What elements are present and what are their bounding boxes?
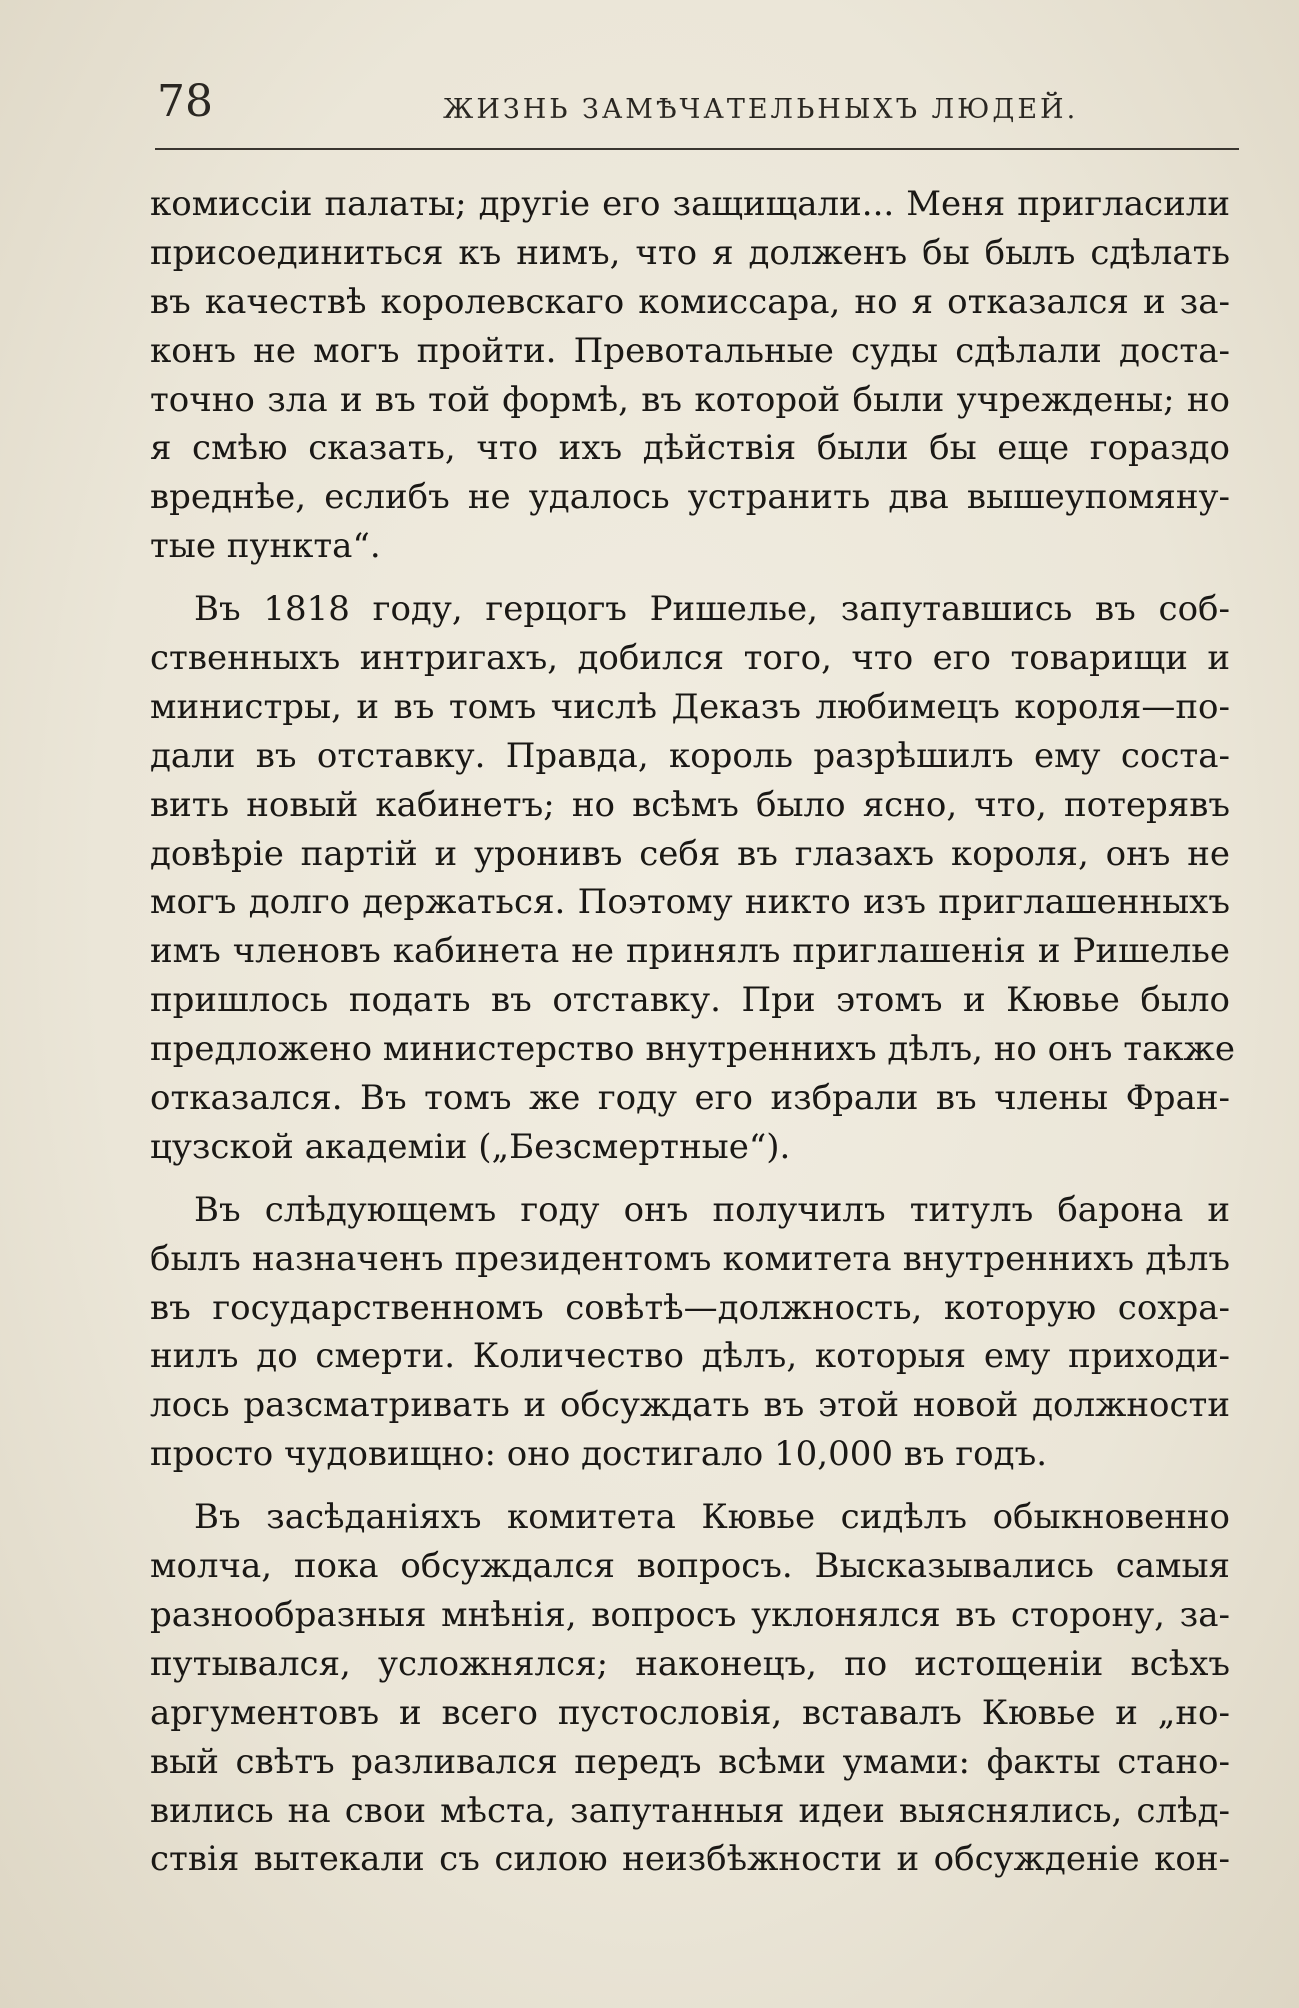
text-line: ственныхъ интригахъ, добился того, что его товарищи и [150,638,1230,679]
text-line: точно зла и въ той формѣ, въ которой были учреждены; но [150,379,1230,420]
text-line: предложено министерство внутреннихъ дѣлъ, но онъ также [150,1029,1235,1070]
text-line: вреднѣе, еслибъ не удалось устранить два вышеупомяну- [150,477,1230,518]
paragraph-3 [150,1186,1230,1479]
text-line: конъ не могъ пройти. Превотальные суды сдѣлали доста- [150,330,1230,371]
text-line: цузской академіи („Безсмертные“). [150,1126,791,1167]
page-header [157,78,1239,130]
paragraph-4 [150,1493,1230,1884]
page-number: 78 [157,76,213,127]
text-line: Въ 1818 году, герцогъ Ришелье, запутавшись въ соб- [194,589,1230,630]
body-text [150,180,1235,1898]
text-line: министры, и въ томъ числѣ Деказъ любимецъ короля—по- [150,686,1230,727]
text-line: пришлось подать въ отставку. При этомъ и Кювье было [150,980,1230,1021]
text-line: дали въ отставку. Правда, король разрѣшилъ ему соста- [150,735,1230,776]
paragraph-1 [150,180,1230,571]
text-line: имъ членовъ кабинета не принялъ приглашенія и Ришелье [150,931,1230,972]
text-line: довѣріе партій и уронивъ себя въ глазахъ короля, онъ не [150,833,1230,874]
text-line: молча, пока обсуждался вопросъ. Высказывались самыя [150,1546,1230,1587]
text-line: разнообразныя мнѣнія, вопросъ уклонялся въ сторону, за- [150,1594,1230,1635]
text-line: Въ слѣдующемъ году онъ получилъ титулъ барона и [194,1189,1230,1230]
text-line: лось разсматривать и обсуждать въ этой новой должности [150,1385,1230,1426]
text-line: комиссіи палаты; другіе его защищали... Меня пригласили [150,184,1230,224]
text-line: путывался, усложнялся; наконецъ, по истощеніи всѣхъ [150,1643,1230,1684]
text-line: присоединиться къ нимъ, что я долженъ бы былъ сдѣлать [150,232,1230,273]
text-line: вить новый кабинетъ; но всѣмъ было ясно, что, потерявъ [150,784,1230,825]
text-line: былъ назначенъ президентомъ комитета внутреннихъ дѣлъ [150,1238,1230,1279]
text-line: нилъ до смерти. Количество дѣлъ, которыя ему приходи- [150,1336,1230,1377]
text-line: вились на свои мѣста, запутанныя идеи выяснялись, слѣд- [150,1790,1230,1831]
text-line: въ государственномъ совѣтѣ—должность, которую сохра- [150,1287,1230,1328]
text-line: въ качествѣ королевскаго комиссара, но я отказался и за- [150,281,1230,322]
text-line: я смѣю сказать, что ихъ дѣйствія были бы еще гораздо [150,428,1230,469]
text-line: отказался. Въ томъ же году его избрали въ члены Фран- [150,1078,1230,1119]
text-line: ствія вытекали съ силою неизбѣжности и обсужденіе кон- [150,1839,1230,1880]
text-line: Въ засѣданіяхъ комитета Кювье сидѣлъ обыкновенно [194,1497,1230,1538]
text-line: тые пункта“. [150,526,381,567]
text-line: аргументовъ и всего пустословія, вставалъ Кювье и „но- [150,1692,1230,1733]
running-head: ЖИЗНЬ ЗАМѢЧАТЕЛЬНЫХЪ ЛЮДЕЙ. [443,94,1079,125]
text-line: просто чудовищно: оно достигало 10,000 въ годъ. [150,1434,1048,1475]
paragraph-2 [150,585,1235,1172]
text-line: могъ долго держаться. Поэтому никто изъ приглашенныхъ [150,882,1230,923]
header-rule [155,148,1239,150]
text-line: вый свѣтъ разливался передъ всѣми умами: факты стано- [150,1741,1230,1782]
